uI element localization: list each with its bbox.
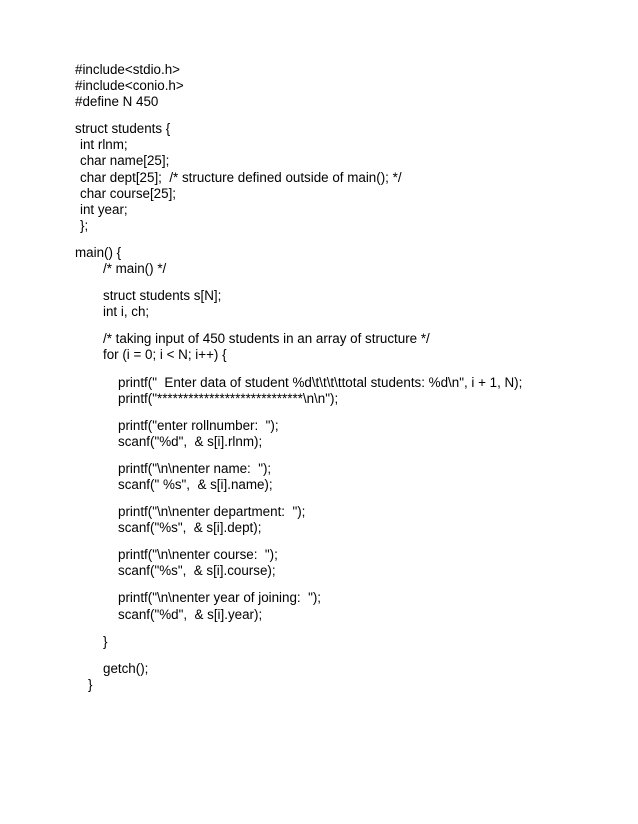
code-line: }; [80, 217, 89, 233]
code-line: struct students { [75, 121, 171, 137]
code-line: struct students s[N]; [103, 288, 222, 304]
blank-line [0, 234, 638, 245]
code-line: int rlnm; [80, 137, 128, 153]
code-line: printf("****************************\n\n"); [118, 390, 339, 406]
code-line: printf("\n\nenter name: "); [118, 460, 272, 476]
code-line: #include<stdio.h> [75, 62, 180, 77]
blank-line [0, 277, 638, 288]
blank-line [0, 623, 638, 634]
code-line: scanf("%d", & s[i].rlnm); [118, 433, 263, 449]
blank-line [0, 450, 638, 461]
code-line: #define N 450 [75, 94, 159, 110]
code-line: printf("\n\nenter year of joining: "); [118, 590, 322, 606]
blank-line [0, 493, 638, 504]
code-line: printf("\n\nenter course: "); [118, 547, 278, 563]
code-line: printf(" Enter data of student %d\t\t\t\ttotal students: %d\n", i + 1, N); [118, 374, 523, 390]
code-line: char dept[25]; /* structure defined outside of main(); */ [80, 169, 402, 185]
blank-line [0, 364, 638, 375]
code-line: char name[25]; [80, 153, 170, 169]
blank-line [0, 579, 638, 590]
code-line: printf("enter rollnumber: "); [118, 417, 279, 433]
blank-line [0, 110, 638, 121]
code-line: /* taking input of 450 students in an array of structure */ [103, 331, 430, 347]
blank-line [0, 320, 638, 331]
code-line: #include<conio.h> [75, 78, 184, 94]
code-line: int year; [80, 201, 128, 217]
code-line: /* main() */ [103, 261, 167, 277]
code-line: scanf(" %s", & s[i].name); [118, 476, 273, 492]
code-listing [0, 62, 638, 693]
blank-line [0, 650, 638, 661]
code-line: int i, ch; [103, 304, 150, 320]
code-line: scanf("%d", & s[i].year); [118, 606, 263, 622]
code-line: } [103, 633, 108, 649]
blank-line [0, 407, 638, 418]
code-line: main() { [75, 244, 122, 260]
code-line: scanf("%s", & s[i].course); [118, 563, 276, 579]
code-line: } [88, 676, 93, 692]
blank-line [0, 536, 638, 547]
code-line: getch(); [103, 660, 149, 676]
code-line: char course[25]; [80, 185, 177, 201]
code-line: for (i = 0; i < N; i++) { [103, 347, 227, 363]
code-line: printf("\n\nenter department: "); [118, 504, 306, 520]
code-line: scanf("%s", & s[i].dept); [118, 520, 262, 536]
